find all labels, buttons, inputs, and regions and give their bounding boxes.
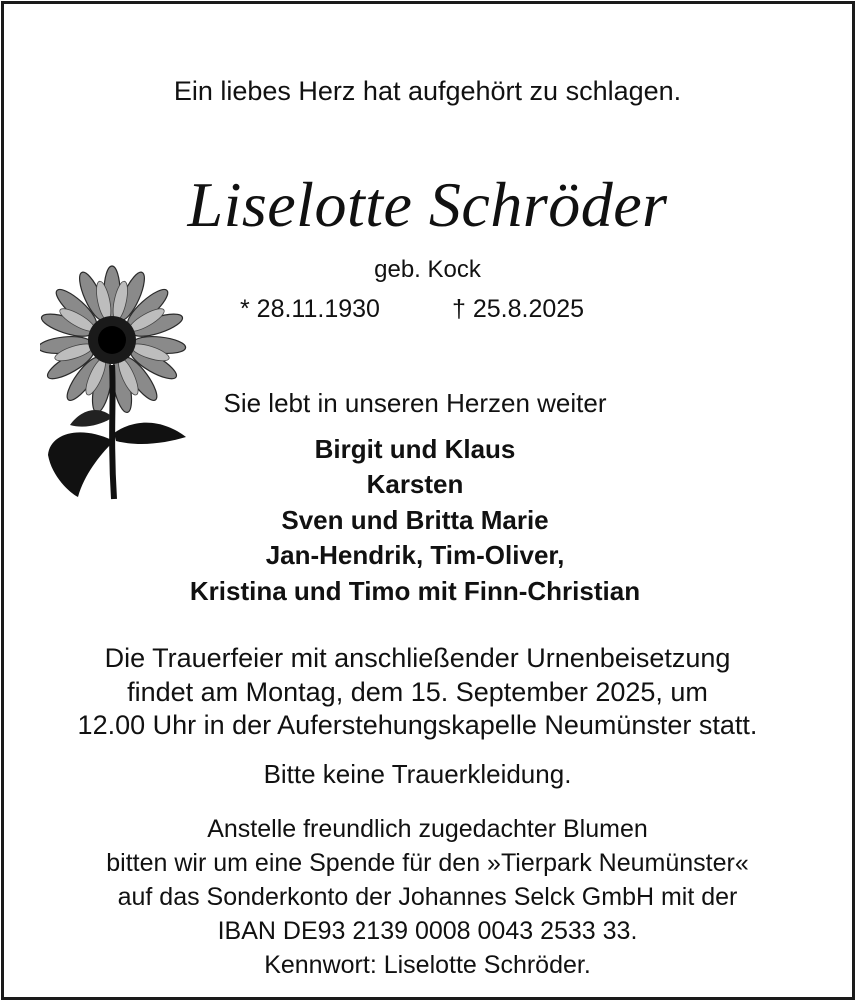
birth-name: geb. Kock [374,256,481,283]
donation-line: Anstelle freundlich zugedachter Blumen [207,815,648,843]
donation-line: Kennwort: Liselotte Schröder. [264,951,591,979]
dress-note: Bitte keine Trauerkleidung. [263,759,572,789]
mourner-line: Jan-Hendrik, Tim-Oliver, [265,540,565,570]
ceremony-line: Die Trauerfeier mit anschließender Urnenbeisetzung [104,643,731,673]
deceased-name: Liselotte Schröder [187,169,668,240]
mourner-line: Karsten [366,469,464,499]
donation-line: IBAN DE93 2139 0008 0043 2533 33. [217,917,638,945]
mourner-line: Birgit und Klaus [314,434,516,464]
death-date: † 25.8.2025 [452,295,585,323]
ceremony-line: 12.00 Uhr in der Auferstehungskapelle Neumünster statt. [77,710,758,740]
donation-line: auf das Sonderkonto der Johannes Selck GmbH mit der [117,883,738,911]
mourner-line: Sven und Britta Marie [281,505,549,535]
mourner-line: Kristina und Timo mit Finn-Christian [189,576,641,606]
donation-line: bitten wir um eine Spende für den »Tierpark Neumünster« [106,849,749,877]
intro-text: Ein liebes Herz hat aufgehört zu schlagen. [173,76,682,106]
birth-date: * 28.11.1930 [240,295,380,323]
ceremony-line: findet am Montag, dem 15. September 2025, um [127,677,708,707]
tagline: Sie lebt in unseren Herzen weiter [223,388,607,418]
